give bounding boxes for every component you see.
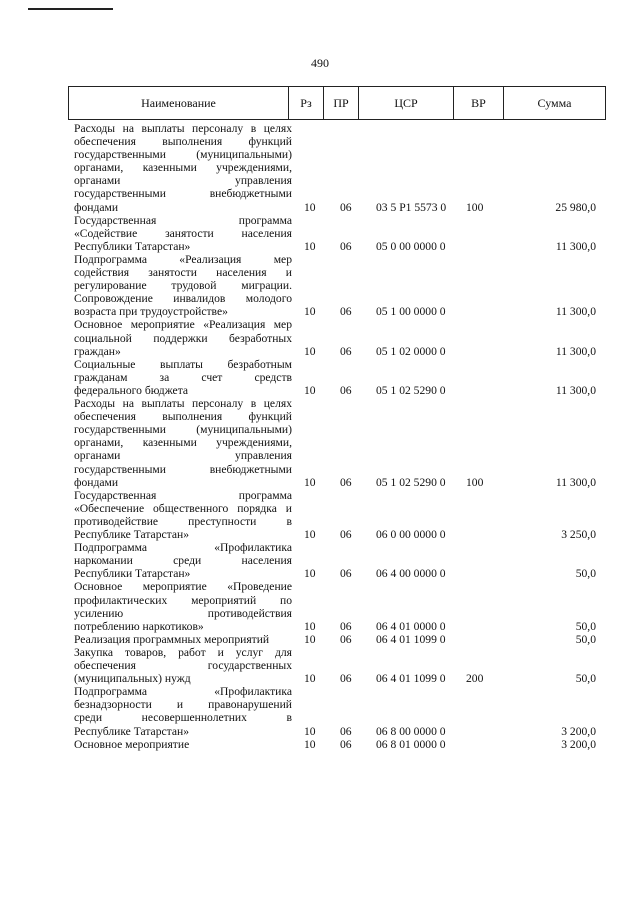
cell-rz: 10 — [304, 724, 316, 738]
row-name-line: граждан» — [74, 344, 121, 358]
cell-rz: 10 — [304, 383, 316, 397]
cell-pr: 06 — [340, 239, 352, 253]
cell-rz: 10 — [304, 305, 316, 319]
row-name-line: фондами — [74, 475, 119, 489]
row-name-line: государственными (муниципальными) — [74, 423, 292, 437]
row-name-line: Республике Татарстан» — [74, 528, 190, 542]
cell-vr: 200 — [466, 672, 484, 686]
row-name — [74, 633, 292, 646]
cell-csr: 06 8 01 0000 0 — [376, 737, 446, 751]
table-row — [0, 633, 640, 646]
cell-rz: 10 — [304, 619, 316, 633]
row-name-line: федерального бюджета — [74, 383, 189, 397]
table-row — [0, 685, 640, 737]
row-name-line: безнадзорности и правонарушений — [74, 698, 292, 712]
cell-pr: 06 — [340, 632, 352, 646]
cell-rz: 10 — [304, 528, 316, 542]
row-name-line: государственными внебюджетными — [74, 462, 292, 476]
cell-rz: 10 — [304, 672, 316, 686]
cell-pr: 06 — [340, 619, 352, 633]
row-name — [74, 738, 292, 751]
cell-sum: 11 300,0 — [555, 344, 596, 358]
row-name-line: среди несовершеннолетних в — [74, 711, 292, 725]
row-name — [74, 358, 292, 397]
row-name-line: Расходы на выплаты персоналу в целях — [74, 397, 292, 411]
table-row — [0, 738, 640, 751]
cell-sum: 50,0 — [575, 632, 596, 646]
row-name — [74, 541, 292, 580]
corner-mark — [28, 8, 113, 10]
cell-csr: 06 4 00 0000 0 — [376, 567, 446, 581]
row-name-line: государственными (муниципальными) — [74, 148, 292, 162]
row-name-line: Основное мероприятие — [74, 737, 190, 751]
table-row — [0, 253, 640, 319]
row-name — [74, 253, 292, 318]
row-name-line: Реализация программных мероприятий — [74, 632, 270, 646]
cell-sum: 50,0 — [575, 619, 596, 633]
cell-sum: 3 200,0 — [561, 724, 596, 738]
cell-sum: 11 300,0 — [555, 383, 596, 397]
row-name-line: Республике Татарстан» — [74, 724, 190, 738]
cell-csr: 05 0 00 0000 0 — [376, 239, 446, 253]
row-name-line: Расходы на выплаты персоналу в целях — [74, 122, 292, 135]
cell-csr: 03 5 P1 5573 0 — [376, 200, 447, 214]
cell-csr: 06 4 01 1099 0 — [376, 672, 446, 686]
row-name-line: органами управления — [74, 449, 292, 463]
cell-sum: 3 200,0 — [561, 737, 596, 751]
table-row — [0, 358, 640, 397]
row-name-line: противодействие преступности в — [74, 514, 292, 528]
row-name-line: «Содействие занятости населения — [74, 226, 292, 240]
row-name-line: «Обеспечение общественного порядка и — [74, 501, 292, 515]
row-name-line: (муниципальных) нужд — [74, 672, 191, 686]
row-name-line: Подпрограмма «Профилактика — [74, 685, 292, 699]
cell-csr: 06 4 01 0000 0 — [376, 619, 446, 633]
cell-rz: 10 — [304, 737, 316, 751]
row-name-line: фондами — [74, 200, 119, 214]
cell-csr: 05 1 02 5290 0 — [376, 383, 446, 397]
row-name-line: Государственная программа — [74, 488, 292, 502]
cell-pr: 06 — [340, 528, 352, 542]
cell-sum: 11 300,0 — [555, 305, 596, 319]
cell-csr: 05 1 02 0000 0 — [376, 344, 446, 358]
table-row — [0, 646, 640, 685]
cell-csr: 05 1 02 5290 0 — [376, 475, 446, 489]
table-row — [0, 541, 640, 580]
cell-csr: 06 0 00 0000 0 — [376, 528, 446, 542]
page-number: 490 — [311, 56, 329, 70]
cell-vr: 100 — [466, 475, 484, 489]
table-header — [68, 86, 606, 120]
row-name — [74, 646, 292, 685]
row-name-line: Республики Татарстан» — [74, 239, 191, 253]
row-name-line: Подпрограмма «Реализация мер — [74, 252, 292, 266]
row-name-line: Государственная программа — [74, 213, 292, 227]
row-name — [74, 122, 292, 214]
cell-rz: 10 — [304, 200, 316, 214]
cell-sum: 3 250,0 — [561, 528, 596, 542]
cell-csr: 06 4 01 1099 0 — [376, 632, 446, 646]
row-name-line: профилактических мероприятий по — [74, 593, 292, 607]
row-name-line: Сопровождение инвалидов молодого — [74, 292, 292, 306]
row-name-line: гражданам за счет средств — [74, 370, 292, 384]
table-row — [0, 397, 640, 489]
row-name-line: органами, казенными учреждениями, — [74, 436, 292, 450]
row-name — [74, 489, 292, 541]
cell-pr: 06 — [340, 200, 352, 214]
cell-pr: 06 — [340, 672, 352, 686]
row-name-line: Республики Татарстан» — [74, 567, 191, 581]
cell-pr: 06 — [340, 305, 352, 319]
row-name-line: Закупка товаров, работ и услуг для — [74, 645, 292, 659]
row-name-line: потреблению наркотиков» — [74, 619, 204, 633]
cell-sum: 50,0 — [575, 567, 596, 581]
row-name — [74, 580, 292, 632]
cell-pr: 06 — [340, 724, 352, 738]
row-name-line: обеспечения государственных — [74, 659, 292, 673]
row-name-line: Основное мероприятие «Проведение — [74, 580, 292, 594]
row-name-line: органами управления — [74, 174, 292, 188]
cell-pr: 06 — [340, 567, 352, 581]
cell-vr: 100 — [466, 200, 484, 214]
header-vr: ВР — [454, 87, 504, 119]
row-name-line: регулирование трудовой миграции. — [74, 279, 292, 293]
row-name — [74, 397, 292, 489]
table-row — [0, 318, 640, 357]
table-row — [0, 214, 640, 253]
cell-rz: 10 — [304, 632, 316, 646]
row-name-line: обеспечения выполнения функций — [74, 135, 292, 149]
cell-rz: 10 — [304, 344, 316, 358]
cell-sum: 25 980,0 — [555, 200, 596, 214]
cell-rz: 10 — [304, 567, 316, 581]
cell-rz: 10 — [304, 475, 316, 489]
table-row — [0, 489, 640, 541]
row-name-line: государственными внебюджетными — [74, 187, 292, 201]
row-name-line: Социальные выплаты безработным — [74, 357, 292, 371]
row-name-line: усилению противодействия — [74, 606, 292, 620]
cell-csr: 05 1 00 0000 0 — [376, 305, 446, 319]
cell-sum: 50,0 — [575, 672, 596, 686]
row-name-line: Основное мероприятие «Реализация мер — [74, 318, 292, 332]
cell-sum: 11 300,0 — [555, 475, 596, 489]
cell-rz: 10 — [304, 239, 316, 253]
header-rz: Рз — [289, 87, 324, 119]
table-body — [0, 122, 640, 751]
header-sum: Сумма — [537, 96, 572, 110]
row-name-line: социальной поддержки безработных — [74, 331, 292, 345]
cell-pr: 06 — [340, 383, 352, 397]
row-name-line: наркомании среди населения — [74, 554, 292, 568]
cell-sum: 11 300,0 — [555, 239, 596, 253]
row-name-line: обеспечения выполнения функций — [74, 410, 292, 424]
header-pr: ПР — [324, 87, 359, 119]
row-name — [74, 685, 292, 737]
table-row — [0, 580, 640, 632]
cell-pr: 06 — [340, 737, 352, 751]
row-name-line: возраста при трудоустройстве» — [74, 305, 228, 319]
cell-csr: 06 8 00 0000 0 — [376, 724, 446, 738]
row-name — [74, 318, 292, 357]
row-name-line: органами, казенными учреждениями, — [74, 161, 292, 175]
row-name-line: содействия занятости населения и — [74, 266, 292, 280]
row-name — [74, 214, 292, 253]
row-name-line: Подпрограмма «Профилактика — [74, 541, 292, 555]
header-csr: ЦСР — [359, 87, 454, 119]
table-row — [0, 122, 640, 214]
cell-pr: 06 — [340, 344, 352, 358]
cell-pr: 06 — [340, 475, 352, 489]
header-name: Наименование — [69, 87, 289, 119]
